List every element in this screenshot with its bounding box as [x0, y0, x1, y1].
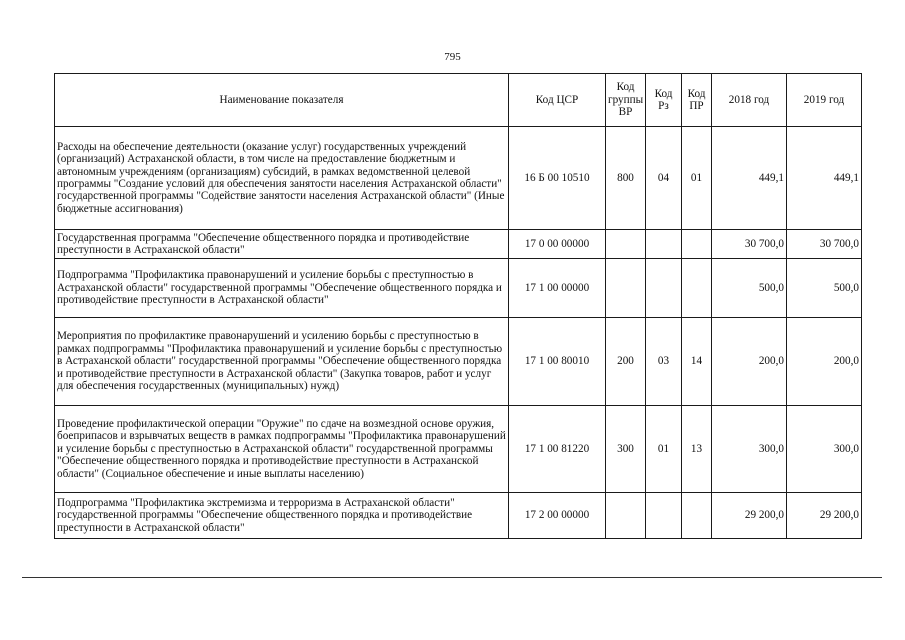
- row-name: Государственная программа "Обеспечение общественного порядка и противодействие преступности в Астраханской области": [55, 230, 509, 259]
- table-row: [55, 230, 862, 259]
- table-header-row: [55, 74, 862, 127]
- row-2018: 200,0: [712, 318, 787, 406]
- row-2019: 30 700,0: [787, 230, 862, 259]
- row-vr: [606, 230, 646, 259]
- row-vr: [606, 493, 646, 539]
- row-2018: 300,0: [712, 406, 787, 493]
- row-pr: [682, 230, 712, 259]
- row-name: Расходы на обеспечение деятельности (оказание услуг) государственных учреждений (организаций) Астраханской области, в том числе на предоставление бюджетным и автономным учреждениям (организациям) субсидий, в рамках ведомственной целевой программы "Создание условий для обеспечения занятости населения Астраханской области" государственной программы "Содействие занятости населения Астраханской области" (Иные бюджетные ассигнования): [55, 127, 509, 230]
- row-csr: 17 1 00 80010: [509, 318, 606, 406]
- row-vr: [606, 259, 646, 318]
- row-2019: 200,0: [787, 318, 862, 406]
- header-name: Наименование показателя: [55, 74, 509, 127]
- row-2019: 449,1: [787, 127, 862, 230]
- row-vr: 800: [606, 127, 646, 230]
- table-row: [55, 493, 862, 539]
- row-csr: 17 2 00 00000: [509, 493, 606, 539]
- row-pr: [682, 259, 712, 318]
- table-row: [55, 318, 862, 406]
- page-number: 795: [444, 51, 461, 63]
- row-pr: 01: [682, 127, 712, 230]
- row-name: Мероприятия по профилактике правонарушений и усилению борьбы с преступностью в рамках подпрограммы "Профилактика правонарушений и усиление борьбы с преступностью в Астраханской области" государственной программы "Обеспечение общественного порядка и противодействие преступности в Астраханской области" (Закупка товаров, работ и услуг для обеспечения государственных (муниципальных) нужд): [55, 318, 509, 406]
- row-pr: 13: [682, 406, 712, 493]
- row-rz: [646, 259, 682, 318]
- budget-table: [54, 73, 862, 539]
- row-2019: 300,0: [787, 406, 862, 493]
- row-2018: 449,1: [712, 127, 787, 230]
- row-2018: 30 700,0: [712, 230, 787, 259]
- row-csr: 16 Б 00 10510: [509, 127, 606, 230]
- row-csr: 17 0 00 00000: [509, 230, 606, 259]
- bottom-rule: [22, 577, 882, 578]
- header-vr: Код группы ВР: [606, 74, 646, 127]
- header-pr: Код ПР: [682, 74, 712, 127]
- row-csr: 17 1 00 81220: [509, 406, 606, 493]
- table-row: [55, 127, 862, 230]
- row-2018: 29 200,0: [712, 493, 787, 539]
- row-rz: 01: [646, 406, 682, 493]
- row-2019: 500,0: [787, 259, 862, 318]
- row-rz: 03: [646, 318, 682, 406]
- row-csr: 17 1 00 00000: [509, 259, 606, 318]
- row-2018: 500,0: [712, 259, 787, 318]
- table-row: [55, 406, 862, 493]
- header-rz: Код Рз: [646, 74, 682, 127]
- row-rz: [646, 230, 682, 259]
- row-pr: 14: [682, 318, 712, 406]
- header-2018: 2018 год: [712, 74, 787, 127]
- row-name: Подпрограмма "Профилактика экстремизма и терроризма в Астраханской области" государственной программы "Обеспечение общественного порядка и противодействие преступности в Астраханской области": [55, 493, 509, 539]
- row-name: Подпрограмма "Профилактика правонарушений и усиление борьбы с преступностью в Астраханской области" государственной программы "Обеспечение общественного порядка и противодействие преступности в Астраханской области": [55, 259, 509, 318]
- row-name: Проведение профилактической операции "Оружие" по сдаче на возмездной основе оружия, боеприпасов и взрывчатых веществ в рамках подпрограммы "Профилактика правонарушений и усиление борьбы с преступностью в Астраханской области" государственной программы "Обеспечение общественного порядка и противодействие преступности в Астраханской области" (Социальное обеспечение и иные выплаты населению): [55, 406, 509, 493]
- row-pr: [682, 493, 712, 539]
- header-2019: 2019 год: [787, 74, 862, 127]
- row-vr: 200: [606, 318, 646, 406]
- row-2019: 29 200,0: [787, 493, 862, 539]
- row-rz: 04: [646, 127, 682, 230]
- header-csr: Код ЦСР: [509, 74, 606, 127]
- table-row: [55, 259, 862, 318]
- row-rz: [646, 493, 682, 539]
- row-vr: 300: [606, 406, 646, 493]
